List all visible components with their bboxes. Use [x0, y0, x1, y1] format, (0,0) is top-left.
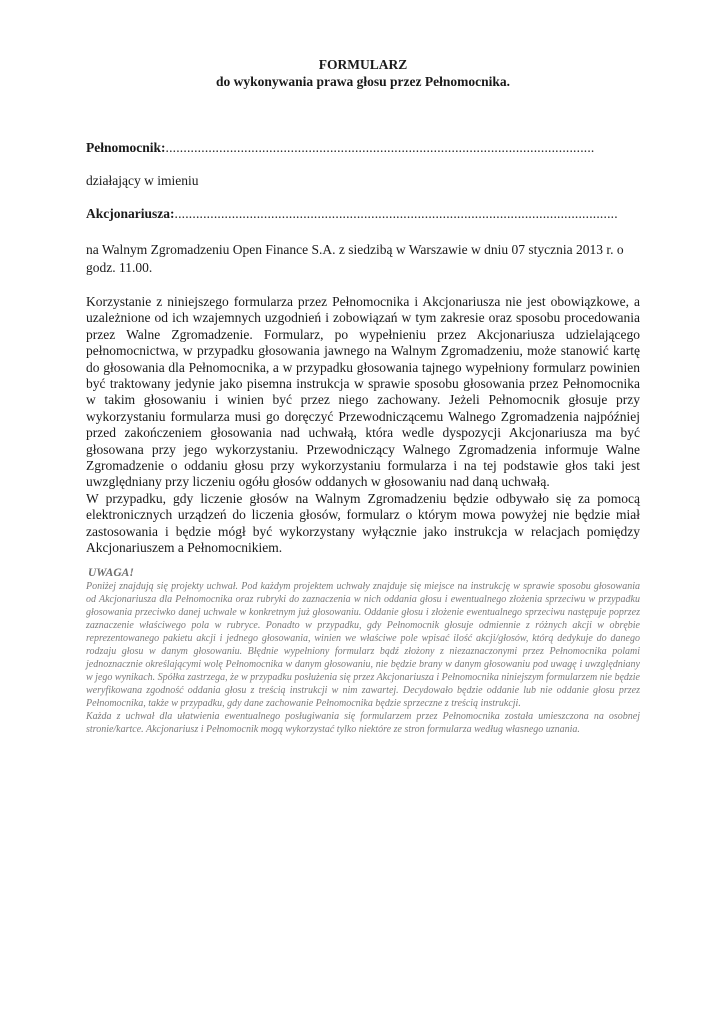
document-page	[86, 56, 640, 736]
shareholder-label: Akcjonariusza:	[86, 206, 175, 221]
spacer	[86, 557, 640, 566]
body-paragraph-1: Korzystanie z niniejszego formularza przez Pełnomocnika i Akcjonariusza nie jest obowiązkowe, a uzależnione od ich wzajemnych uzgodnień i zobowiązań w tym zakresie oraz sposobu procedowania przez Walne Zgromadzenie. Formularz, po wypełnieniu przez Akcjonariusza udzielającego pełnomocnictwa, w przypadku głosowania jawnego na Walnym Zgromadzeniu, może stanowić kartę do głosowania dla Pełnomocnika, a w przypadku głosowania tajnego wypełniony formularz powinien być traktowany jedynie jako pisemna instrukcja w sprawie sposobu głosowania przez Pełnomocnika w takim głosowaniu i winien być przez niego zachowany. Jeżeli Pełnomocnik głosuje przy wykorzystaniu formularza musi go doręczyć Przewodniczącemu Walnego Zgromadzenia najpóźniej przed zakończeniem głosowania nad uchwałą, która wedle dyspozycji Akcjonariusza ma być głosowana przy jego wykorzystaniu. Przewodniczący Walnego Zgromadzenia informuje Walne Zgromadzenie o oddaniu głosu przy wykorzystaniu formularza i na tej podstawie głos taki jest uwzględniany przy liczeniu ogółu głosów oddanych w głosowaniu nad daną uchwałą.	[86, 294, 640, 490]
spacer	[86, 156, 640, 172]
proxy-dotted-line: ........................................................................................................................	[165, 140, 595, 155]
note-paragraph-1: Poniżej znajdują się projekty uchwał. Pod każdym projektem uchwały znajduje się miejsce na instrukcję w sprawie sposobu głosowania od Akcjonariusza dla Pełnomocnika oraz rubryki do zaznaczenia w nich oddania głosu i ewentualnego złożenia sprzeciwu w przypadku głosowania przeciwko danej uchwale w konkretnym już głosowaniu. Oddanie głosu i złożenie ewentualnego sprzeciwu następuje poprzez zaznaczenie właściwego pola w rubryce. Ponadto w przypadku, gdy Pełnomocnik głosuje odmiennie z różnych akcji w obrębie reprezentowanego pakietu akcji i jednego głosowania, winien we właściwe pole wpisać ilość akcji/głosów, którą dedykuje do danego rodzaju głosu w danym głosowaniu. Błędnie wypełniony formularz bądź złożony z niezaznaczonymi przez Pełnomocnika polami jednoznacznie określającymi wolę Pełnomocnika w danym głosowaniu, nie będzie brany w danym głosowaniu pod uwagę i uwzględniany w jego wynikach. Spółka zastrzega, że w przypadku posłużenia się przez Akcjonariusza i Pełnomocnika niniejszym formularzem nie będzie weryfikowana zgodność oddania głosu z treścią instrukcji w nim zawartej. Decydowało będzie oddanie lub nie oddanie głosu przez Pełnomocnika, także w przypadku, gdy dane zachowanie Pełnomocnika będzie sprzeczne z treścią instrukcji.	[86, 580, 640, 709]
shareholder-dotted-line: ............................................................................................................................	[174, 206, 618, 221]
note-heading: UWAGA!	[88, 566, 134, 579]
spacer	[86, 189, 640, 205]
body-paragraph-2: W przypadku, gdy liczenie głosów na Walnym Zgromadzeniu będzie odbywało się za pomocą elektronicznych urządzeń do liczenia głosów, formularz o którym mowa powyżej nie będzie miał zastosowania i będzie mógł być wykorzystany wyłącznie jako instrukcja w relacjach pomiędzy Akcjonariuszem a Pełnomocnikiem.	[86, 490, 640, 556]
proxy-label: Pełnomocnik:	[86, 140, 166, 155]
meeting-info: na Walnym Zgromadzeniu Open Finance S.A. z siedzibą w Warszawie w dniu 07 stycznia 2013 r. o godz. 11.00.	[86, 242, 624, 275]
document-title: FORMULARZ	[318, 57, 408, 72]
note-paragraph-2: Każda z uchwał dla ułatwienia ewentualnego posługiwania się formularzem przez Pełnomocnika została umieszczona na osobnej stronie/kartce. Akcjonariusz i Pełnomocnik mogą wykorzystać tylko niektóre ze stron formularza według własnego uznania.	[86, 710, 640, 735]
spacer	[86, 90, 640, 139]
spacer	[86, 222, 640, 241]
acting-on-behalf-text: działający w imieniu	[86, 173, 199, 188]
proxy-field	[86, 139, 640, 156]
shareholder-field	[86, 205, 640, 222]
spacer	[86, 277, 640, 294]
document-subtitle: do wykonywania prawa głosu przez Pełnomocnika.	[215, 74, 511, 89]
